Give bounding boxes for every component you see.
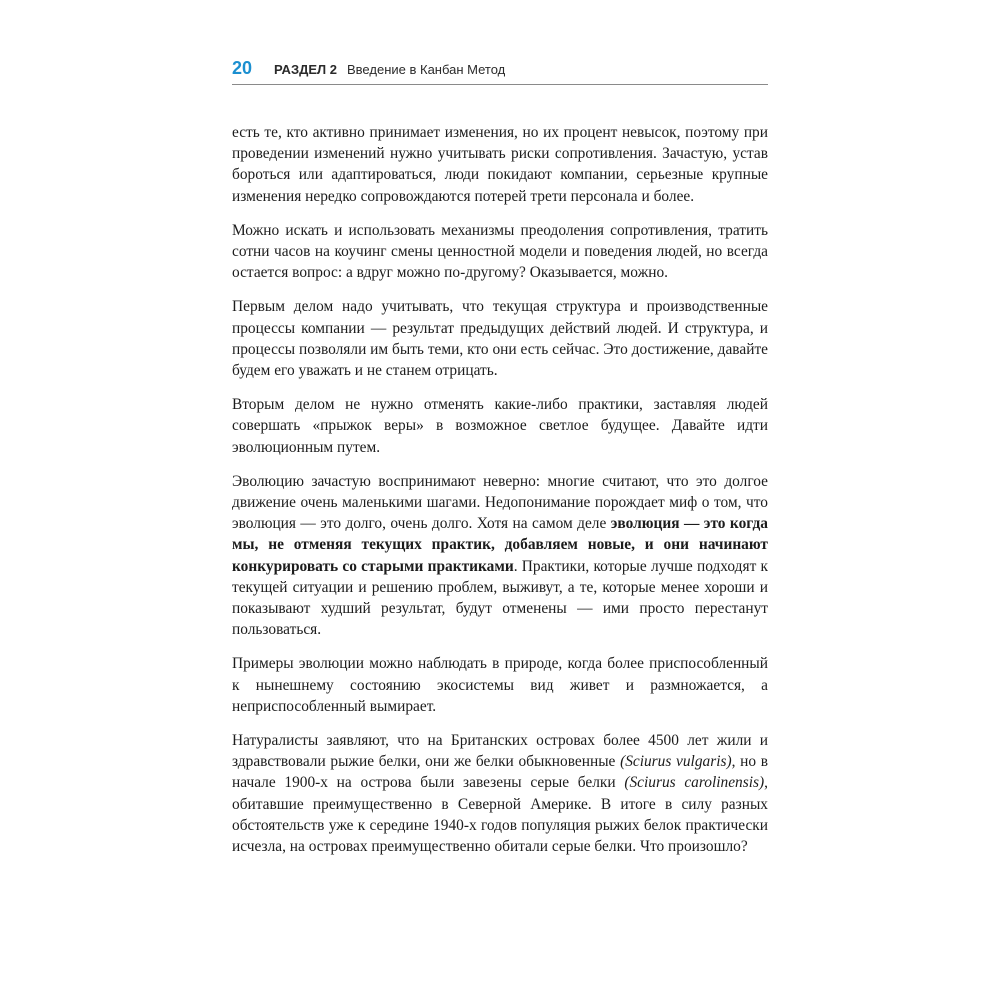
paragraph-3: Первым делом надо учитывать, что текущая структура и производственные процессы компании — результат предыдущих действий людей. И структура, и процессы позволяли им быть теми, кто они есть сейчас. Это достижение, давайте будем его уважать и не станем отрицать. [232, 298, 768, 380]
paragraph-4: Вторым делом не нужно отменять какие-либо практики, заставляя людей совершать «прыжок веры» в возможное светлое будущее. Давайте идти эволюционным путем. [232, 396, 768, 456]
paragraph-2: Можно искать и использовать механизмы преодоления сопротивления, тратить сотни часов на коучинг смены ценностной модели и поведения людей, но всегда остается вопрос: а вдруг можно по-другому? Оказывается, можно. [232, 221, 768, 282]
section-label: РАЗДЕЛ 2 [274, 62, 337, 77]
paragraph-6: Примеры эволюции можно наблюдать в природе, когда более приспособленный к нынешнему состоянию экосистемы вид живет и размножается, а неприспособленный вымирает. [232, 655, 768, 715]
paragraph-5-emphasis: эволюция — это когда мы, не отменяя текущих практик, добавляем новые, и они начинают конкурировать со старыми практиками [232, 515, 768, 575]
page-number: 20 [232, 58, 253, 78]
latin-name-red-squirrel: (Sciurus vulgaris) [620, 753, 732, 771]
paragraph-7-part-2: , но в начале 1900-х на острова были завезены серые белки [232, 753, 769, 792]
paragraph-7-part-1: Натуралисты заявляют, что на Британских островах более 4500 лет жили и здравствовали рыжие белки, они же белки обыкновенные [232, 732, 768, 771]
latin-name-grey-squirrel: (Sciurus carolinensis) [624, 774, 765, 792]
paragraph-5-tail: . Практики, которые лучше подходят к текущей ситуации и решению проблем, выживут, а те, которые менее хороши и показывают худший результат, будут отменены — ими просто перестанут пользоваться. [232, 557, 768, 639]
running-header [232, 58, 768, 82]
paragraph-7 [232, 730, 768, 857]
chapter-title: Введение в Канбан Метод [347, 62, 506, 77]
header-divider [232, 84, 768, 85]
body-text [232, 122, 768, 870]
paragraph-5 [232, 471, 768, 641]
paragraph-7-part-3: , обитавшие преимущественно в Северной Америке. В итоге в силу разных обстоятельств уже к середине 1940-х годов популяция рыжих белок практически исчезла, на островах преимущественно обитали серые белки. Что произошло? [232, 774, 768, 856]
paragraph-1: есть те, кто активно принимает изменения, но их процент невысок, поэтому при проведении изменений нужно учитывать риски сопротивления. Зачастую, устав бороться или адаптироваться, люди покидают компании, серьезные крупные изменения нередко сопровождаются потерей трети персонала и более. [232, 124, 768, 205]
paragraph-5-lead: Эволюцию зачастую воспринимают неверно: многие считают, что это долгое движение очень маленькими шагами. Недопонимание порождает миф о том, что эволюция — это долго, очень долго. Хотя на самом деле [232, 472, 768, 533]
